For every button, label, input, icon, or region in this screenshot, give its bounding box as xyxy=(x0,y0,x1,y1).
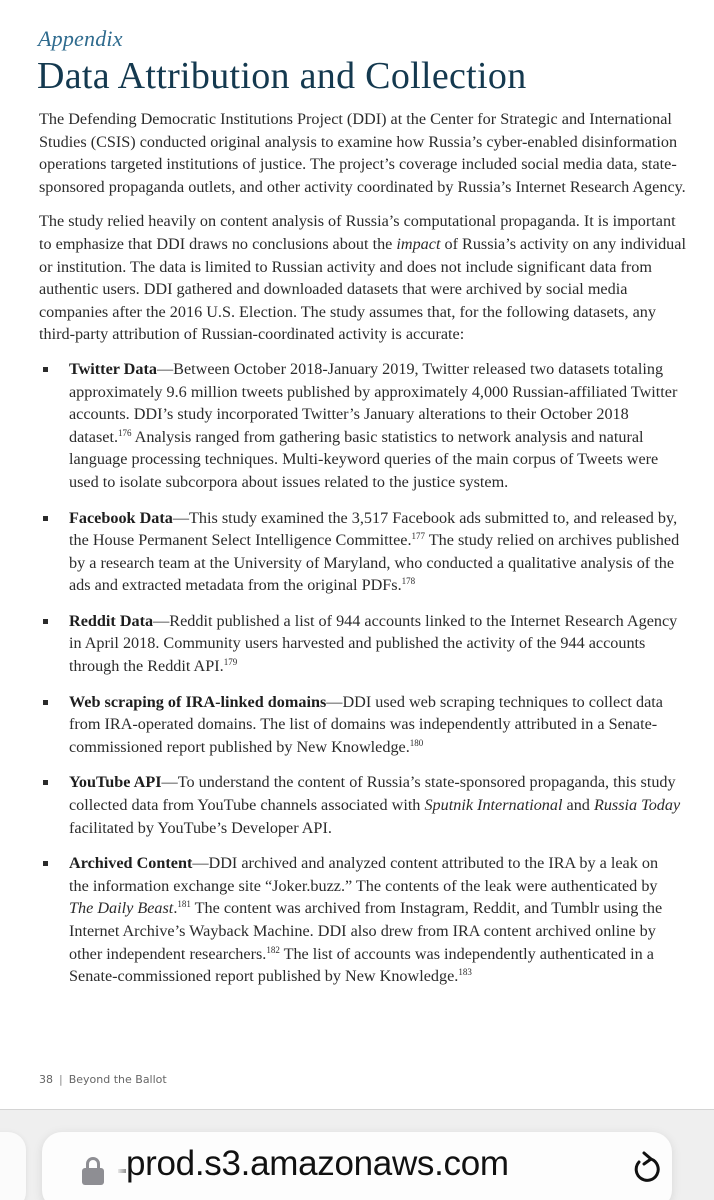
methodology-text-before: The study relied heavily on content analysis of Russia’s computational propaganda. It is important to emphasize that DDI draws no conclusions about the xyxy=(39,212,676,253)
dataset-list xyxy=(39,358,689,988)
footer-separator: | xyxy=(59,1073,63,1086)
bullet-square-icon xyxy=(43,367,48,372)
dataset-term: Archived Content xyxy=(69,854,193,873)
bullet-square-icon xyxy=(43,619,48,624)
dataset-text: and xyxy=(562,796,594,815)
dataset-term: Reddit Data xyxy=(69,611,154,630)
page-title: Data Attribution and Collection xyxy=(37,55,527,97)
outlet-name: Sputnik International xyxy=(424,796,563,815)
dataset-term: Facebook Data xyxy=(69,508,173,527)
footnote-ref[interactable]: 178 xyxy=(401,576,416,587)
dataset-text: —Between October 2018-January 2019, Twitter released two datasets totaling approximately 9.6 million tweets published by approximately 4,000 Russian-affiliated Twitter accounts. DDI’s study incorporated Twitter’s January alterations to their October 2018 dataset. xyxy=(69,359,678,446)
tab-overview-button[interactable] xyxy=(0,1132,26,1200)
url-text[interactable]: prod.s3.amazonaws.com xyxy=(126,1144,509,1183)
intro-paragraph-text: The Defending Democratic Institutions Project (DDI) at the Center for Strategic and International Studies (CSIS) conducted original analysis to examine how Russia’s cyber-enabled disinformation operations targeted institutions of justice. The project’s coverage included social media data, state-sponsored propaganda outlets, and other activity coordinated by Russia’s Internet Research Agency. xyxy=(39,110,686,196)
dataset-text: —This study examined the 3,517 Facebook ads submitted to, and released by, the House Permanent Select Intelligence Committee. xyxy=(69,508,678,550)
methodology-emphasis: impact xyxy=(396,234,441,253)
page-number: 38 xyxy=(39,1073,53,1086)
document-body xyxy=(39,108,689,1001)
footnote-ref[interactable]: 179 xyxy=(223,657,238,668)
publication-title: Beyond the Ballot xyxy=(68,1073,167,1086)
dataset-text: —To understand the content of Russia’s state-sponsored propaganda, this study collected data from YouTube channels associated with xyxy=(69,773,676,815)
dataset-item-youtube xyxy=(39,771,689,839)
intro-paragraph xyxy=(39,108,689,198)
dataset-text: . xyxy=(173,899,178,918)
dataset-text: The list of accounts was independently authenticated in a Senate-commissioned report published by New Knowledge. xyxy=(69,944,654,986)
footnote-ref[interactable]: 176 xyxy=(118,427,132,438)
dataset-item-reddit xyxy=(39,610,689,678)
bullet-square-icon xyxy=(43,780,48,785)
page-footer xyxy=(39,1073,167,1086)
dataset-term: Web scraping of IRA-linked domains xyxy=(69,692,327,711)
methodology-paragraph xyxy=(39,210,689,346)
dataset-item-web-scraping xyxy=(39,691,689,759)
bullet-square-icon xyxy=(43,516,48,521)
dataset-item-twitter xyxy=(39,358,689,494)
dataset-item-archived-content xyxy=(39,852,689,988)
dataset-text: Analysis ranged from gathering basic statistics to network analysis and natural language processing techniques. Multi-keyword queries of the main corpus of Tweets were used to isolate subcorpora about issues related to the justice system. xyxy=(69,427,659,491)
publication-name: The Daily Beast xyxy=(69,899,174,918)
dataset-text: The content was archived from Instagram, Reddit, and Tumblr using the Internet Archive’s Wayback Machine. DDI also drew from IRA content archived online by other independent researchers. xyxy=(69,899,663,963)
url-truncation-fade xyxy=(118,1169,126,1173)
dataset-text: —DDI archived and analyzed content attributed to the IRA by a leak on the information exchange site “Joker.buzz.” The contents of the leak were authenticated by xyxy=(69,854,659,895)
lock-icon xyxy=(82,1157,104,1185)
browser-toolbar xyxy=(0,1110,714,1200)
footnote-ref[interactable]: 183 xyxy=(458,967,472,978)
dataset-text: —DDI used web scraping techniques to collect data from IRA-operated domains. The list of domains was independently attributed in a Senate-commissioned report published by New Knowledge. xyxy=(69,692,663,756)
methodology-text-after: of Russia’s activity on any individual or institution. The data is limited to Russian activity and does not include significant data from authentic users. DDI gathered and downloaded datasets that were archived by social media companies after the 2016 U.S. Election. The study assumes that, for the following datasets, any third-party attribution of Russian-coordinated activity is accurate: xyxy=(39,234,686,344)
footnote-ref[interactable]: 177 xyxy=(411,531,426,542)
dataset-item-facebook xyxy=(39,507,689,597)
dataset-term: Twitter Data xyxy=(69,359,157,378)
dataset-text: —Reddit published a list of 944 accounts linked to the Internet Research Agency in April 2018. Community users harvested and published the activity of the 944 accounts through the Reddit API. xyxy=(69,611,678,676)
bullet-square-icon xyxy=(43,861,48,866)
bullet-square-icon xyxy=(43,700,48,705)
dataset-text: The study relied on archives published by a research team at the University of Maryland, who conducted a qualitative analysis of the ads and extracted metadata from the original PDFs. xyxy=(69,531,680,595)
footnote-ref[interactable]: 181 xyxy=(177,899,191,910)
dataset-text: facilitated by YouTube’s Developer API. xyxy=(69,818,332,837)
section-kicker: Appendix xyxy=(38,26,123,51)
footnote-ref[interactable]: 180 xyxy=(409,737,424,748)
address-bar[interactable] xyxy=(42,1132,672,1200)
footnote-ref[interactable]: 182 xyxy=(266,944,280,955)
outlet-name: Russia Today xyxy=(593,796,681,815)
reload-icon[interactable] xyxy=(631,1150,663,1188)
dataset-term: YouTube API xyxy=(69,773,162,792)
